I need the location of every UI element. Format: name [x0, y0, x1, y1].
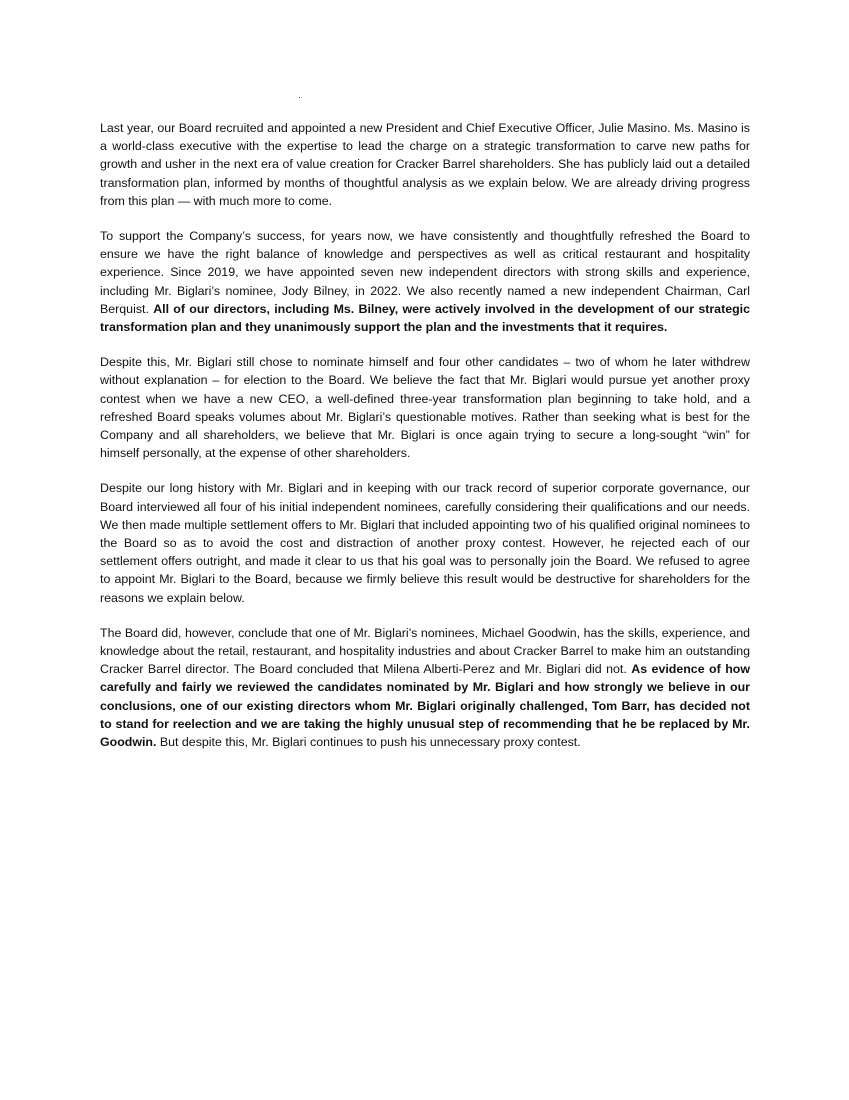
paragraph-text: To support the Company’s success, for years now, we have consistently and thoughtfully refreshed the Board to ensure we have the right balance of knowledge and perspectives as well as critical restaurant and hospitality experience. Since 2019, we have appointed seven new independent directors with strong skills and experience, including Mr. Biglari’s nominee, Jody Bilney, in 2022. We also recently named a new independent Chairman, Carl Berquist.	[100, 229, 750, 316]
paragraph-board-refresh	[100, 227, 750, 336]
paragraph-emphasis: As evidence of how carefully and fairly we reviewed the candidates nominated by Mr. Biglari and how strongly we believe in our conclusions, one of our existing directors whom Mr. Biglari originally challenged, Tom Barr, has decided not to stand for reelection and we are taking the highly unusual step of recommending that he be replaced by Mr. Goodwin.	[100, 662, 750, 750]
paragraph-text: The Board did, however, conclude that one of Mr. Biglari’s nominees, Michael Goodwin, has the skills, experience, and knowledge about the retail, restaurant, and hospitality industries and about Cracker Barrel to make him an outstanding Cracker Barrel director. The Board concluded that Milena Alberti-Perez and Mr. Biglari did not.	[100, 625, 750, 677]
paragraph-text-closing: But despite this, Mr. Biglari continues to push his unnecessary proxy contest.	[156, 735, 581, 750]
paragraph-proxy-nomination	[100, 353, 750, 462]
paragraph-text: Despite our long history with Mr. Biglari and in keeping with our track record of superior corporate governance, our Board interviewed all four of his initial independent nominees, carefully considering their qualifications and our needs. We then made multiple settlement offers to Mr. Biglari that included appointing two of his qualified original nominees to the Board so as to avoid the cost and distraction of another proxy contest. However, he rejected each of our settlement offers outright, and made it clear to us that his goal was to personally join the Board. We refused to agree to appoint Mr. Biglari to the Board, because we firmly believe this result would be destructive for shareholders for the reasons we explain below.	[100, 481, 750, 605]
paragraph-settlement-offers	[100, 479, 750, 606]
letter-body	[100, 119, 750, 768]
paragraph-text: Last year, our Board recruited and appointed a new President and Chief Executive Officer, Julie Masino. Ms. Masino is a world-class executive with the expertise to lead the charge on a strategic transformation to carve new paths for growth and usher in the next era of value creation for Cracker Barrel shareholders. She has publicly laid out a detailed transformation plan, informed by months of thoughtful analysis as we explain below. We are already driving progress from this plan — with much more to come.	[100, 121, 750, 208]
paragraph-goodwin-recommendation	[100, 624, 750, 751]
paragraph-text: Despite this, Mr. Biglari still chose to nominate himself and four other candidates – two of whom he later withdrew without explanation – for election to the Board. We believe the fact that Mr. Biglari would pursue yet another proxy contest when we have a new CEO, a well-defined three-year transformation plan beginning to take hold, and a refreshed Board speaks volumes about Mr. Biglari’s questionable motives. Rather than seeking what is best for the Company and all shareholders, we believe that Mr. Biglari is once again trying to secure a long-sought “win” for himself personally, at the expense of other shareholders.	[100, 355, 750, 461]
paragraph-emphasis: All of our directors, including Ms. Bilney, were actively involved in the development of our strategic transformation plan and they unanimously support the plan and the investments that it requires.	[100, 301, 750, 335]
stray-mark	[299, 97, 300, 98]
paragraph-ceo-appointment	[100, 119, 750, 210]
